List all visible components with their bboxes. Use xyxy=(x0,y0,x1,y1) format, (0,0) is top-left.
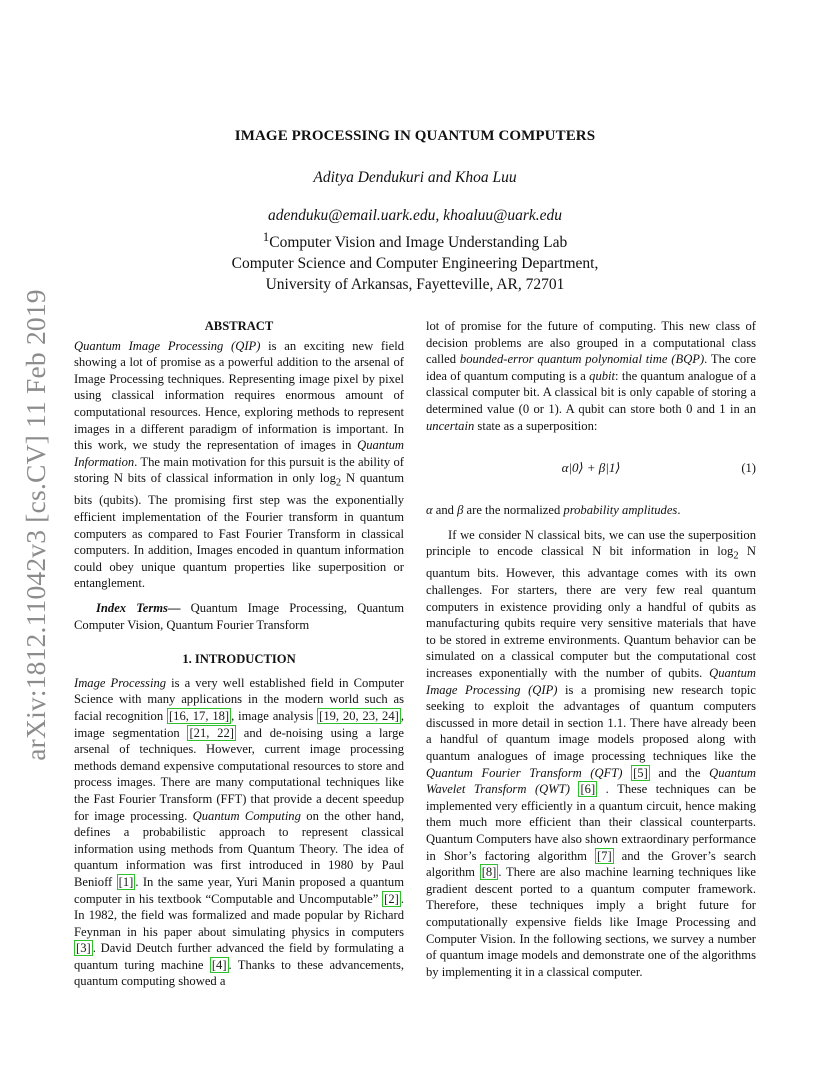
qip-term-2: Quantum Image Processing (QIP) xyxy=(426,666,756,697)
citation-link[interactable]: [16, 17, 18] xyxy=(168,708,230,723)
university-name: University of Arkansas, Fayetteville, AR, 72701 xyxy=(265,276,565,294)
r3-text-f: and the Grover’s search algorithm xyxy=(426,848,756,880)
amp-period: . xyxy=(677,503,681,518)
citation-link[interactable]: [21, 22] xyxy=(189,725,234,740)
qwt-term: Quantum Wavelet Transform (QWT) xyxy=(426,765,756,797)
arxiv-side-stamp xyxy=(20,285,52,765)
amp-text: are the normalized xyxy=(463,503,564,518)
log-subscript: 2 xyxy=(335,477,342,489)
abstract-text-a: is an exciting new field showing a lot of promise as a powerful addition to the arsenal of Image Processing techniques. Representing image pixel by pixel using classical information requires enormous amount of computational resources. Hence, exploring methods to represent images in a different paradigm of information is important. In this work, we study the representation of images in xyxy=(74,338,404,453)
citation-link[interactable]: [7] xyxy=(596,848,612,863)
intro-paragraph xyxy=(74,675,404,990)
right-text-d: state as a superposition: xyxy=(474,418,598,433)
arxiv-identifier: arXiv:1812.11042v3 [cs.CV] 11 Feb 2019 xyxy=(20,289,51,761)
right-paragraph-3 xyxy=(426,527,756,981)
r3-text-e: . These techniques can be implemented very efficiently in a quantum circuit, hence making them much more efficient than their classical counterparts. Quantum Computers have also shown extraordinary performance in Shor’s factoring algorithm xyxy=(426,782,757,863)
qi-term: Quantum Information xyxy=(74,438,404,469)
citation-link[interactable]: [4] xyxy=(211,957,227,972)
author-emails: adenduku@email.uark.edu, khoaluu@uark.edu xyxy=(267,207,563,224)
index-terms-label: Index Terms— xyxy=(96,601,181,616)
index-terms-text: Quantum Image Processing, Quantum Computer Vision, Quantum Fourier Transform xyxy=(74,601,404,632)
intro-text-c: , image segmentation xyxy=(74,708,404,740)
citation-link[interactable]: [6] xyxy=(580,782,596,797)
beta-symbol: β xyxy=(457,503,464,518)
intro-text-h: . David Deutch further advanced the field by formulating a quantum turing machine xyxy=(74,941,404,972)
intro-text-f: . In the same year, Yuri Manin proposed a quantum computer in his textbook “Computable and Uncomputable” xyxy=(74,874,404,906)
abstract-paragraph xyxy=(74,338,404,592)
index-terms xyxy=(74,600,404,633)
intro-text-b: , image analysis xyxy=(231,708,318,723)
qubit-term: qubit xyxy=(589,368,616,383)
abstract-heading: ABSTRACT xyxy=(204,319,274,333)
r3-text-c: is a promising new research topic seeking to exploit the advantages of quantum computers discussed in more detail in section 1.1. There have already been a handful of quantum image models proposed along with quantum analogues of image processing techniques like the xyxy=(426,682,756,763)
abstract-text-c: N quantum bits (qubits). The promising first step was the exponentially efficient implementation of the Fourier transform in quantum computers as compared to Fast Fourier Transform in classical computers. In addition, Images encoded in quantum information could obey unique quantum properties like superposition or entanglement. xyxy=(74,471,404,591)
amp-text-and: and xyxy=(432,503,458,518)
qc-term: Quantum Computing xyxy=(192,808,301,823)
intro-text-g: . In 1982, the field was formalized and made popular by Richard Feynman in his paper about simulating physics in computers xyxy=(74,891,404,939)
right-paragraph-1 xyxy=(426,318,756,434)
lab-superscript: 1 xyxy=(262,229,270,244)
superposition-equation: α|0⟩ + β|1⟩ xyxy=(561,460,621,476)
right-column xyxy=(426,318,756,980)
right-text-c: : the quantum analogue of a classical computer bit. A classical bit is only capable of storing a determined value (0 or 1). A qubit can store both 0 and 1 in an xyxy=(426,368,756,416)
right-text-a: lot of promise for the future of computing. This new class of decision problems are also grouped in a computational class called xyxy=(426,319,756,367)
paper-title: IMAGE PROCESSING IN QUANTUM COMPUTERS xyxy=(234,128,596,144)
intro-text-d: and de-noising using a large arsenal of techniques. However, current image processing methods demand expensive computational resources to store and process images. There are many computational techniques like the Fast Fourier Transform (FFT) that provide a decent speedup for image processing. xyxy=(74,725,404,823)
qip-term: Quantum Image Processing (QIP) xyxy=(74,338,261,353)
r3-text-d: and the xyxy=(649,765,710,780)
prob-term: probability amplitudes xyxy=(563,503,678,518)
lab-label: Computer Vision and Image Understanding Lab xyxy=(269,234,568,252)
citation-link[interactable]: [19, 20, 23, 24] xyxy=(319,708,399,723)
citation-link[interactable]: [1] xyxy=(118,874,134,889)
equation-number: (1) xyxy=(741,461,756,476)
citation-link[interactable]: [8] xyxy=(481,865,497,880)
uncertain-term: uncertain xyxy=(426,418,475,433)
intro-text-a: is a very well established field in Computer Science with many applications in the modern world such as facial recognition xyxy=(74,675,404,723)
ip-term: Image Processing xyxy=(74,675,167,690)
paper-authors: Aditya Dendukuri and Khoa Luu xyxy=(313,169,517,186)
qft-term: Quantum Fourier Transform (QFT) xyxy=(426,765,623,780)
r3-text-g: . There are also machine learning techniques like gradient descent ported to a quantum computer framework. Therefore, these techniques imply a bright future for computationally expensive fields like Image Processing and Computer Vision. In the following sections, we survey a number of quantum image models and demonstrate one of the algorithms by implementing it in a classical computer. xyxy=(426,865,756,979)
affiliation-block xyxy=(74,205,756,295)
introduction-heading: 1. INTRODUCTION xyxy=(182,652,296,667)
citation-link[interactable]: [5] xyxy=(633,765,648,780)
left-column xyxy=(74,318,404,990)
right-text-b: . The core idea of quantum computing is a xyxy=(426,352,756,383)
abstract-text-b: . The main motivation for this pursuit is the ability of storing N bits of classical information in only log xyxy=(74,454,404,486)
citation-link[interactable]: [2] xyxy=(384,891,399,906)
equation-block xyxy=(426,438,756,498)
r3-text-b: N quantum bits. However, this advantage comes with its own challenges. For starters, there are very few real quantum computers in existence providing only a handful of qubits as manufacturing qubits require very sensitive materials that have to be stored in extreme environments. Quantum behavior can be simulated on a classical computer but the computational cost increases exponentially with the number of qubits. xyxy=(426,544,756,681)
r3-text-a: If we consider N classical bits, we can use the superposition principle to encode classical N bit information in log xyxy=(426,527,756,559)
intro-text-i: . Thanks to these advancements, quantum computing showed a xyxy=(74,957,404,989)
intro-text-e: on the other hand, defines a probabilistic approach to represent classical information using methods from Quantum Theory. The idea of quantum information was first introduced in 1980 by Paul Benioff xyxy=(74,808,404,889)
bqp-term: bounded-error quantum polynomial time (BQP) xyxy=(459,352,705,367)
log-subscript: 2 xyxy=(733,550,739,562)
alpha-symbol: α xyxy=(426,503,433,518)
amplitudes-paragraph xyxy=(426,502,756,519)
lab-name xyxy=(74,226,756,253)
citation-link[interactable]: [3] xyxy=(76,941,91,956)
department-name: Computer Science and Computer Engineering Department, xyxy=(231,255,599,273)
